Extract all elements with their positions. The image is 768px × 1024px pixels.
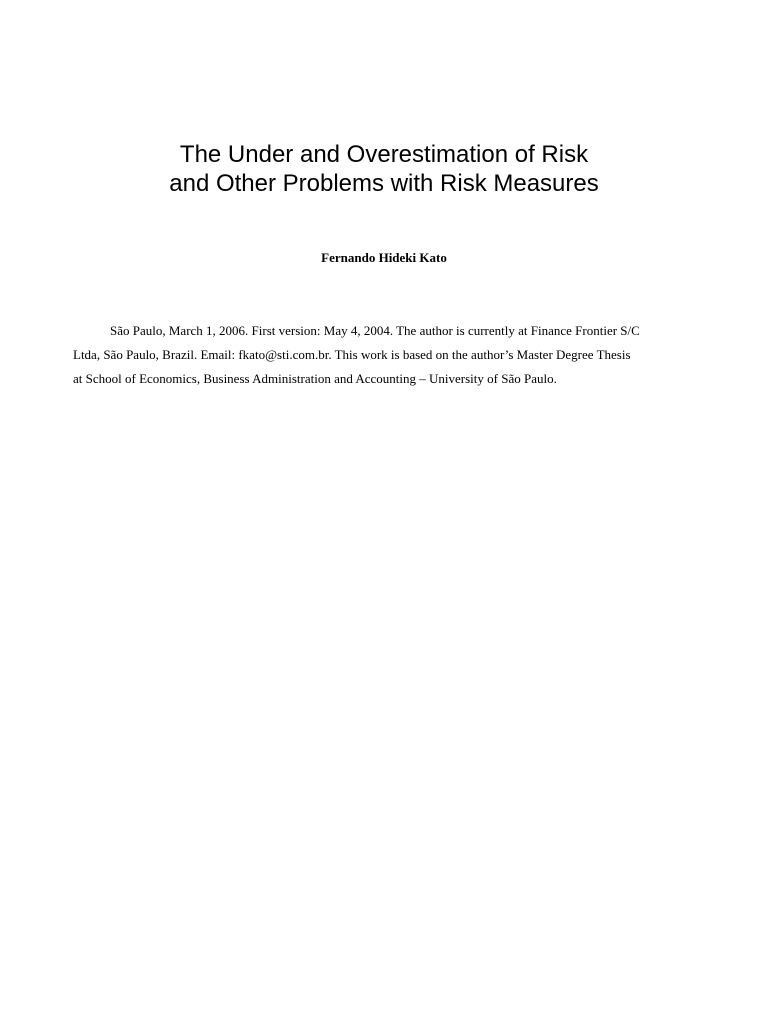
footnote-line-1: São Paulo, March 1, 2006. First version: May 4, 2004. The author is currently at Finance Frontier S/C (110, 323, 640, 338)
title-line-2: and Other Problems with Risk Measures (169, 170, 599, 197)
paper-title (0, 140, 768, 198)
title-footnote (73, 319, 697, 391)
author-name: Fernando Hideki Kato (321, 250, 447, 265)
footnote-line-3: at School of Economics, Business Administration and Accounting – University of São Paulo. (73, 371, 557, 386)
title-line-1: The Under and Overestimation of Risk (179, 141, 589, 168)
footnote-line-2: Ltda, São Paulo, Brazil. Email: fkato@sti.com.br. This work is based on the author’s Master Degree Thesis (73, 347, 631, 362)
